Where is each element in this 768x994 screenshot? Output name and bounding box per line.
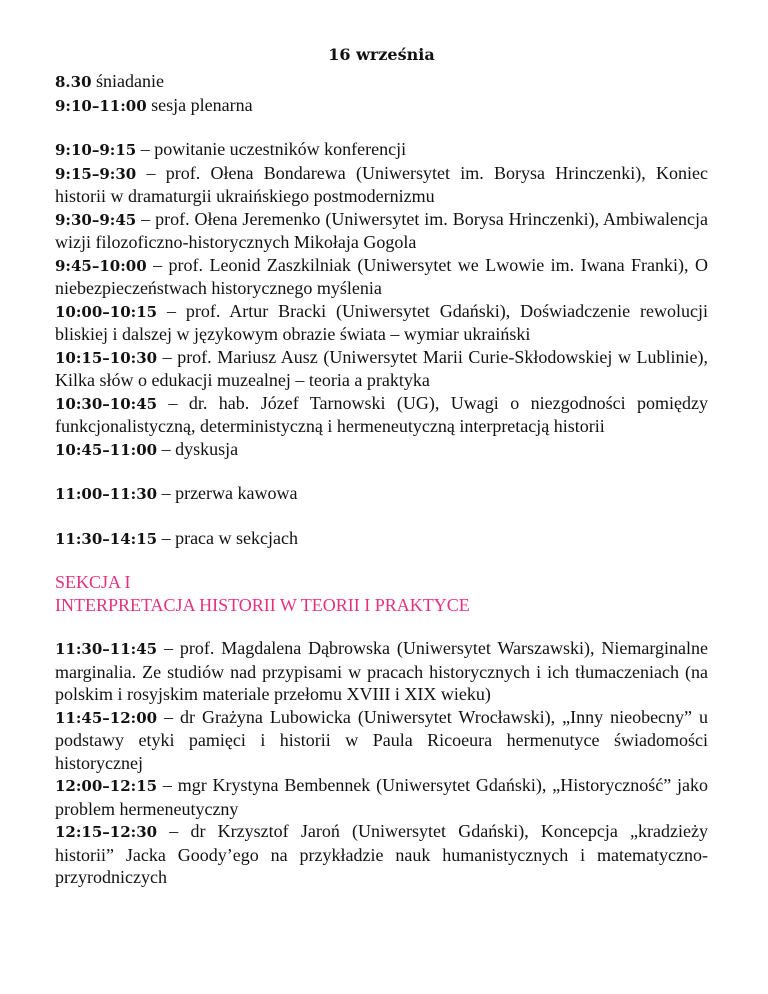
time-label: 9:45–10:00 (55, 256, 147, 275)
plenary-entry (55, 208, 708, 254)
plenary-entry (55, 138, 708, 162)
time-label: 12:00–12:15 (55, 777, 158, 795)
plenary-entry (55, 392, 708, 438)
page-title: 16 września (328, 45, 435, 64)
time-label: 8.30 (55, 73, 92, 91)
plenary-entry (55, 300, 708, 346)
time-label: 9:10–11:00 (55, 96, 147, 115)
schedule-line-breakfast (55, 70, 708, 94)
section-label: SEKCJA I (55, 572, 131, 592)
entry-text: – mgr Krystyna Bembennek (Uniwersytet Gdański), „Historyczność” jako problem hermeneutyczny (55, 775, 708, 819)
section-entry (55, 820, 708, 889)
section-entry (55, 706, 708, 775)
entry-text: – powitanie uczestników konferencji (136, 139, 407, 159)
entry-text: – dr. hab. Józef Tarnowski (UG), Uwagi o niezgodności pomiędzy funkcjonalistyczną, deterministyczną i hermeneutyczną interpretacją historii (55, 392, 708, 436)
schedule-text: – przerwa kawowa (157, 483, 298, 503)
entry-text: – dyskusja (157, 438, 239, 459)
entry-text: – prof. Ołena Bondarewa (Uniwersytet im. Borysa Hrinczenki), Koniec historii w dramaturgii ukraińskiego postmodernizmu (55, 162, 708, 206)
entry-text: – dr Grażyna Lubowicka (Uniwersytet Wrocławski), „Inny nieobecny” u podstawy etyki pamięci i historii w Paula Ricoeura hermenutyce świadomości historycznej (55, 706, 708, 773)
entry-text: – prof. Ołena Jeremenko (Uniwersytet im. Borysa Hrinczenki), Ambiwalencja wizji filozoficzno-historycznych Mikołaja Gogola (55, 208, 708, 252)
time-label: 10:45–11:00 (55, 440, 158, 459)
time-label: 10:00–10:15 (55, 302, 158, 321)
spacer (55, 461, 708, 482)
entry-text: – prof. Leonid Zaszkilniak (Uniwersytet we Lwowie im. Iwana Franki), O niebezpieczeństwach historycznego myślenia (55, 254, 708, 298)
time-label: 10:15–10:30 (55, 348, 158, 367)
schedule-line-coffee (55, 482, 708, 506)
schedule-line-plenary (55, 94, 708, 118)
plenary-entry (55, 346, 708, 392)
schedule-line-sections (55, 527, 708, 551)
entry-text: – dr Krzysztof Jaroń (Uniwersytet Gdański), Koncepcja „kradzieży historii” Jacka Goody’ego na przykładzie nauk humanistycznych i matematyczno-przyrodniczych (55, 821, 708, 887)
plenary-entry (55, 438, 708, 462)
time-label: 12:15–12:30 (55, 823, 158, 841)
time-label: 9:30–9:45 (55, 210, 137, 229)
entry-text: – prof. Artur Bracki (Uniwersytet Gdański), Doświadczenie rewolucji bliskiej i dalszej w językowym obrazie świata – wymiar ukraiński (55, 300, 708, 344)
plenary-entry (55, 162, 708, 208)
schedule-text: – praca w sekcjach (157, 527, 299, 548)
spacer (55, 616, 708, 637)
section-entry (55, 637, 708, 706)
section-entry (55, 774, 708, 820)
plenary-entry (55, 254, 708, 300)
spacer (55, 117, 708, 138)
time-label: 10:30–10:45 (55, 394, 158, 413)
schedule-text: sesja plenarna (146, 94, 253, 115)
entry-text: – prof. Magdalena Dąbrowska (Uniwersytet Warszawski), Niemarginalne marginalia. Ze studiów nad przypisami w pracach historycznych i ich tłumaczeniach (na polskim i rosyjskim materiale przełomu XVIII i XIX wieku) (55, 638, 708, 704)
entry-text: – prof. Mariusz Ausz (Uniwersytet Marii Curie-Skłodowskiej w Lublinie), Kilka słów o edukacji muzealnej – teoria a praktyka (55, 346, 708, 390)
spacer (55, 550, 708, 571)
time-label: 9:15–9:30 (55, 164, 137, 183)
time-label: 11:00–11:30 (55, 485, 158, 503)
time-label: 9:10–9:15 (55, 141, 137, 159)
time-label: 11:30–14:15 (55, 529, 158, 548)
time-label: 11:30–11:45 (55, 640, 158, 658)
section-title: INTERPRETACJA HISTORII W TEORII I PRAKTYCE (55, 594, 470, 615)
spacer (55, 506, 708, 527)
schedule-text: śniadanie (91, 71, 165, 91)
time-label: 11:45–12:00 (55, 708, 158, 727)
